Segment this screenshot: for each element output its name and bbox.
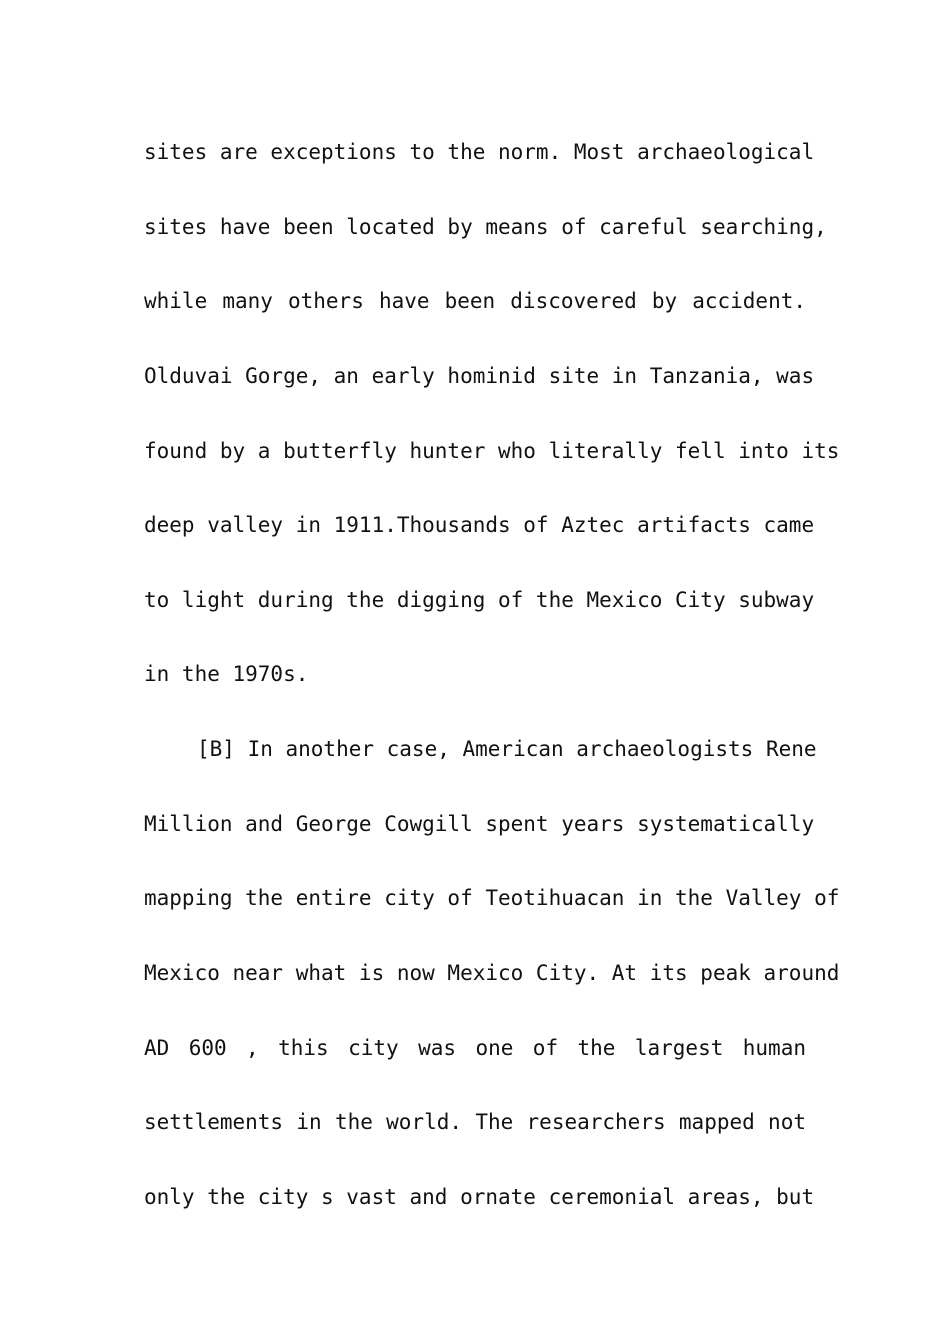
- text-line: Mexico near what is now Mexico City. At its peak around: [144, 961, 840, 985]
- text-line: found by a butterfly hunter who literally fell into its: [144, 439, 840, 463]
- text-line: mapping the entire city of Teotihuacan in the Valley of: [144, 886, 840, 910]
- text-line: settlements in the world. The researchers mapped not: [144, 1110, 806, 1134]
- text-line: deep valley in 1911.Thousands of Aztec artifacts came: [144, 513, 815, 537]
- paragraph-start-line: [B] In another case, American archaeologists Rene: [197, 737, 817, 761]
- text-line: Million and George Cowgill spent years systematically: [144, 812, 815, 836]
- text-line: Olduvai Gorge, an early hominid site in Tanzania, was: [144, 364, 815, 388]
- text-line: in the 1970s.: [144, 662, 309, 686]
- text-line: sites have been located by means of careful searching,: [144, 215, 827, 239]
- text-line: AD 600 , this city was one of the largest human: [144, 1036, 806, 1060]
- text-line: sites are exceptions to the norm. Most archaeological: [144, 140, 815, 164]
- text-line: only the city s vast and ornate ceremonial areas, but: [144, 1185, 815, 1209]
- text-line: to light during the digging of the Mexico City subway: [144, 588, 815, 612]
- text-line: while many others have been discovered by accident.: [144, 289, 806, 313]
